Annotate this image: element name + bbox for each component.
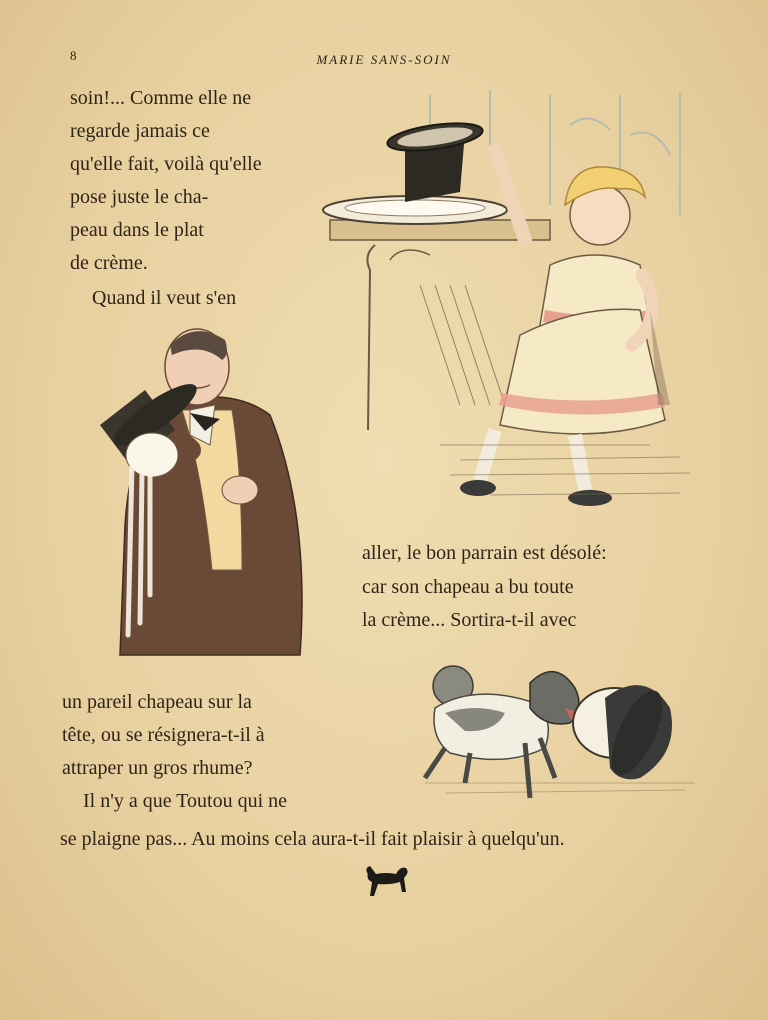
text-line bbox=[62, 756, 252, 780]
running-title: MARIE SANS-SOIN bbox=[316, 52, 452, 67]
text-line-content: regarde jamais ce bbox=[70, 120, 210, 142]
text-line bbox=[70, 218, 204, 242]
text-line bbox=[60, 827, 706, 851]
fallen-top-hat bbox=[573, 684, 673, 783]
text-line-content: aller, le bon parrain est désolé: bbox=[362, 542, 607, 564]
dog-figure bbox=[425, 666, 580, 798]
page-number: 8 bbox=[70, 48, 77, 63]
godfather-holding-dripping-hat-illustration bbox=[70, 315, 350, 665]
text-line bbox=[362, 575, 704, 599]
text-line bbox=[70, 185, 208, 209]
text-line-content: pose juste le cha- bbox=[70, 186, 209, 208]
text-line bbox=[62, 690, 382, 714]
text-line-content: attraper un gros rhume? bbox=[62, 757, 253, 779]
cream-dish bbox=[323, 196, 507, 224]
text-line-content: peau dans le plat bbox=[70, 219, 204, 241]
ground-shading bbox=[425, 783, 695, 793]
text-line-content: tête, ou se résignera-t-il à bbox=[62, 724, 265, 746]
text-line-content: Quand il veut s'en bbox=[92, 287, 237, 309]
text-line-content: qu'elle fait, voilà qu'elle bbox=[70, 153, 262, 175]
text-line-content: soin!... Comme elle ne bbox=[70, 87, 252, 109]
text-line-content: un pareil chapeau sur la bbox=[62, 691, 252, 713]
text-line bbox=[362, 541, 704, 565]
window-sketch bbox=[430, 90, 680, 215]
text-line-content: de crème. bbox=[70, 252, 148, 274]
text-line bbox=[70, 86, 320, 110]
girl-placing-hat-in-cream-dish-illustration bbox=[320, 85, 720, 525]
text-line bbox=[70, 152, 320, 176]
text-line-content: Il n'y a que Toutou qui ne bbox=[83, 790, 288, 812]
text-line bbox=[62, 723, 382, 747]
dog-licking-hat-illustration bbox=[405, 658, 710, 808]
text-line bbox=[70, 251, 148, 275]
text-line-content: car son chapeau a bu toute bbox=[362, 576, 574, 598]
text-line-content: la crème... Sortira-t-il avec bbox=[362, 609, 577, 631]
top-hat bbox=[386, 118, 484, 202]
running-dog-tailpiece-icon bbox=[362, 862, 412, 900]
text-line bbox=[83, 789, 287, 813]
final-text-line: se plaigne pas... Au moins cela aura-t-il fait plaisir à quelqu'un. bbox=[60, 828, 565, 850]
text-line bbox=[70, 119, 320, 143]
text-line bbox=[362, 608, 704, 632]
text-line bbox=[92, 286, 236, 310]
godfather-figure bbox=[120, 329, 302, 655]
